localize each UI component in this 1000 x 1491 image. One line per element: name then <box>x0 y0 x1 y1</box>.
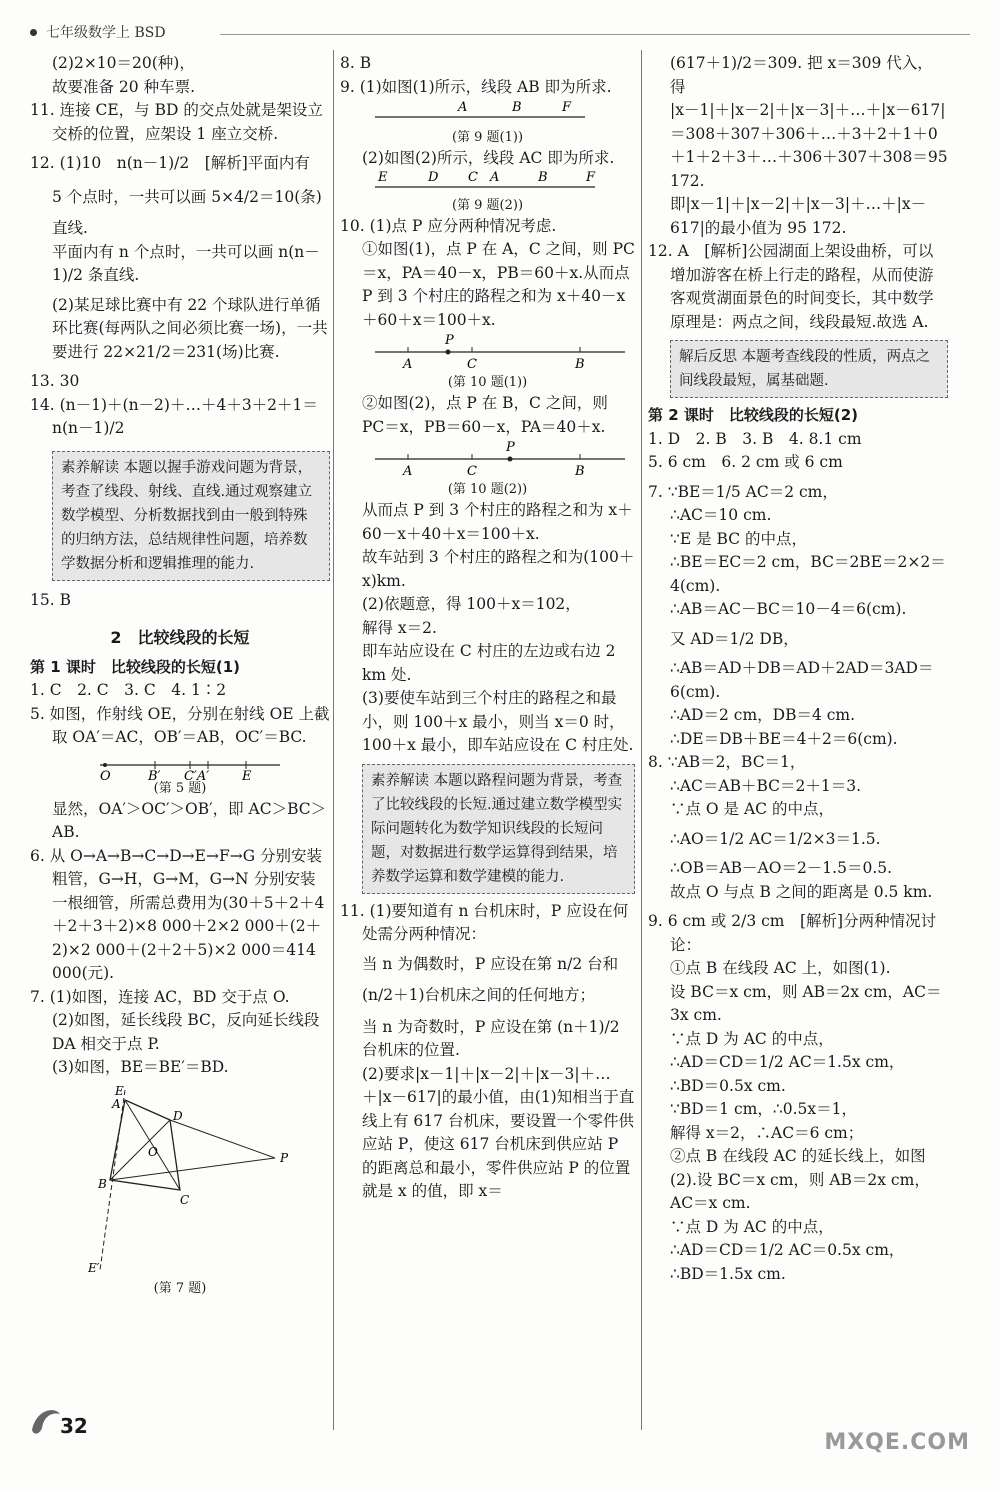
svg-text:E: E <box>242 768 252 780</box>
svg-text:B: B <box>512 100 522 115</box>
text-line: (2)某足球比赛中有 22 个球队进行单循环比赛(每两队之间必须比赛一场)，一共要进行 22×21/2＝231(场)比赛. <box>52 295 328 361</box>
text-line: (2)2×10＝20(种)， <box>52 54 195 72</box>
svg-text:B: B <box>575 464 585 479</box>
text-line: (3)如图，BE＝BE′＝BD. <box>52 1058 229 1076</box>
text-line: ②点 B 在线段 AC 的延长线上，如图(2).设 BC＝x cm，则 AB＝2x cm，AC＝x cm. <box>670 1147 930 1212</box>
text-line: ∴AD＝CD＝1/2 AC＝1.5x cm， <box>670 1053 905 1071</box>
svg-text:F: F <box>562 100 572 115</box>
svg-text:D: D <box>173 1108 183 1123</box>
text-line: 又 AD＝1/2 DB， <box>670 629 799 648</box>
lesson-heading: 第 1 课时 比较线段的长短(1) <box>30 657 241 676</box>
text-line: ∴AD＝2 cm，DB＝4 cm. <box>670 706 856 724</box>
answer-12: 12. (1)10 n(n－1)/2 [解析]平面内有 <box>30 154 310 172</box>
figure-10-1 <box>340 332 635 374</box>
answer-6: 6. 从 O→A→B→C→D→E→F→G 分别安装粗管，G→H，G→M，G→N 分别安装一根细管，所需总费用为(30＋5＋2＋4＋2＋3＋2)×8 000＋2×2 000＋(2＋2)×2 000＋(2＋2＋5)×2 000＝414 000(元). <box>30 846 325 982</box>
answer-5: 5. 如图，作射线 OE，分别在射线 OE 上截取 OA′＝AC，OB′＝AB，OC′＝BC. <box>30 704 330 746</box>
text-line: 故点 O 与点 B 之间的距离是 0.5 km. <box>670 882 933 901</box>
answers-1-4: 1. C 2. C 3. C 4. 1∶2 <box>30 681 227 699</box>
text-line: ∴AC＝AB＋BC＝2＋1＝3. <box>670 776 862 795</box>
text-line: (2)如图，延长线段 BC，反向延长线段 DA 相交于点 P. <box>52 1011 320 1053</box>
svg-text:A: A <box>403 464 413 479</box>
text-line: 从而点 P 到 3 个村庄的路程之和为 x＋60－x＋40＋x＝100＋x. <box>362 501 633 543</box>
text-line: 5 个点时，一共可以画 5×4/2＝10(条) <box>52 187 322 206</box>
header-title: 七年级数学上 BSD <box>46 25 166 41</box>
text-line: ∴DE＝DB＋BE＝4＋2＝6(cm). <box>670 729 898 748</box>
answers-1-4: 1. D 2. B 3. B 4. 8.1 cm <box>648 429 862 448</box>
svg-text:B: B <box>538 170 548 185</box>
svg-text:E: E <box>115 1083 124 1098</box>
svg-text:B′: B′ <box>148 768 161 780</box>
svg-text:A: A <box>458 100 468 115</box>
text-line: ∴OB＝AB－AO＝2－1.5＝0.5. <box>670 859 893 877</box>
text-line: 解得 x＝2，∴AC＝6 cm； <box>670 1123 864 1142</box>
column-divider <box>333 50 334 1430</box>
header-rule <box>220 34 970 35</box>
svg-text:C: C <box>467 464 477 479</box>
answer-13: 13. 30 <box>30 372 80 390</box>
text-line: ②如图(2)，点 P 在 B，C 之间，则 PC＝x，PB＝60－x，PA＝40＋x. <box>362 394 608 436</box>
text-line: (2)如图(2)所示，线段 AC 即为所求. <box>362 149 615 167</box>
literacy-box: 素养解读 本题以路程问题为背景，考查了比较线段的长短.通过建立数学模型实际问题转化为数学知识线段的长短问题，对数据进行数学运算得到结果，培养数学运算和数学建模的能力. <box>362 764 635 894</box>
literacy-box: 素养解读 本题以握手游戏问题为背景，考查了线段、射线、直线.通过观察建立数学模型、分析数据找到由一般到特殊的归纳方法，总结规律性问题，培养数学数据分析和逻辑推理的能力. <box>52 451 330 581</box>
answer-11: 11. (1)要知道有 n 台机床时，P 应设在何处需分两种情况： <box>340 901 629 943</box>
answer-9: 9. 6 cm 或 2/3 cm [解析]分两种情况讨论： <box>648 912 937 954</box>
text-line: (3)要使车站到三个村庄的路程之和最小，则 100＋x 最小，则当 x＝0 时，100＋x 最小，即车站应设在 C 村庄处. <box>362 689 634 754</box>
svg-text:O: O <box>148 1144 158 1159</box>
svg-text:C: C <box>468 170 478 185</box>
text-line: |x－1|＋|x－2|＋|x－3|＋…＋|x－617|＝308＋307＋306＋…＋3＋2＋1＋0＋1＋2＋3＋…＋306＋307＋308＝95 172. <box>670 101 948 190</box>
page-number: 32 <box>60 1414 88 1438</box>
figure-caption: (第 7 题) <box>153 1280 207 1296</box>
text-line: 显然，OA′＞OC′＞OB′，即 AC＞BC＞AB. <box>52 799 327 841</box>
text-line: ∴AC＝10 cm. <box>670 506 772 524</box>
figure-caption: (第 10 题(2)) <box>447 482 528 497</box>
svg-text:P: P <box>506 440 515 455</box>
figure-9-1 <box>340 99 635 129</box>
text-line: ∵点 O 是 AC 的中点， <box>670 800 834 818</box>
text-line: 即|x－1|＋|x－2|＋|x－3|＋…＋|x－617|的最小值为 95 172. <box>670 195 927 237</box>
text-line: ∴BD＝1.5x cm. <box>670 1264 786 1283</box>
page-header <box>30 22 970 42</box>
figure-caption: (第 9 题(2)) <box>451 197 524 213</box>
text-line: ∴AO＝1/2 AC＝1/2×3＝1.5. <box>670 829 881 848</box>
text-line: (2)依题意，得 100＋x＝102， <box>362 595 581 613</box>
text-line: ∴AD＝CD＝1/2 AC＝0.5x cm， <box>670 1241 905 1259</box>
figure-10-2 <box>340 439 635 481</box>
text-line: (n/2＋1)台机床之间的任何地方； <box>362 986 596 1004</box>
answer-12: 12. A [解析]公园湖面上架设曲桥，可以增加游客在桥上行走的路程，从而使游客观赏湖面景色的时间变长，其中数学原理是：两点之间，线段最短.故选 A. <box>648 242 934 331</box>
answer-8: 8. ∵AB＝2，BC＝1， <box>648 753 806 771</box>
text-line: ∵点 D 为 AC 的中点， <box>670 1217 834 1236</box>
section-heading: 2 比较线段的长短 <box>110 628 250 647</box>
column-2 <box>340 52 635 1204</box>
watermark: MXQE.COM <box>824 1430 970 1455</box>
figure-caption: (第 10 题(1)) <box>447 375 528 390</box>
svg-text:C: C <box>180 1192 190 1207</box>
figure-caption: (第 5 题) <box>153 780 207 796</box>
page-number-badge <box>28 1400 88 1440</box>
svg-text:A: A <box>490 170 500 185</box>
answer-8: 8. B <box>340 54 372 72</box>
figure-7-quadrilateral <box>30 1080 330 1280</box>
text-line: 故车站到 3 个村庄的路程之和为(100＋x)km. <box>362 548 635 590</box>
figure-5-ray <box>30 750 330 780</box>
svg-text:C: C <box>467 357 477 372</box>
text-line: 平面内有 n 个点时，一共可以画 n(n－1)/2 条直线. <box>52 242 320 284</box>
svg-text:P: P <box>280 1150 289 1165</box>
text-line: ∴AB＝AC－BC＝10－4＝6(cm). <box>670 600 907 618</box>
text-line: 设 BC＝x cm，则 AB＝2x cm，AC＝3x cm. <box>670 982 942 1024</box>
figure-caption: (第 9 题(1)) <box>451 130 524 145</box>
text-line: ∵点 D 为 AC 的中点， <box>670 1029 834 1048</box>
svg-text:D: D <box>428 170 439 185</box>
text-line: 故要准备 20 种车票. <box>52 77 196 96</box>
answers-5-6: 5. 6 cm 6. 2 cm 或 6 cm <box>648 453 843 471</box>
reflection-box: 解后反思 本题考查线段的性质，两点之间线段最短，属基础题. <box>670 340 948 398</box>
answer-15: 15. B <box>30 590 71 609</box>
svg-text:C′A′: C′A′ <box>184 768 210 780</box>
dolphin-logo-icon <box>28 1400 62 1440</box>
text-line: ①如图(1)，点 P 在 A，C 之间，则 PC＝x，PA＝40－x，PB＝60＋x.从而点 P 到 3 个村庄的路程之和为 x＋40－x＋60＋x＝100＋x. <box>362 240 635 329</box>
text-line: ∵BD＝1 cm，∴0.5x＝1， <box>670 1100 857 1118</box>
svg-text:A: A <box>112 1096 121 1111</box>
answer-10: 10. (1)点 P 应分两种情况考虑. <box>340 216 557 235</box>
text-line: 即车站应设在 C 村庄的左边或右边 2 km 处. <box>362 642 616 684</box>
answer-7: 7. (1)如图，连接 AC，BD 交于点 O. <box>30 987 290 1006</box>
svg-text:F: F <box>586 170 596 185</box>
text-line: ∴BD＝0.5x cm. <box>670 1076 786 1095</box>
text-line: 直线. <box>52 219 88 237</box>
answer-11: 11. 连接 CE，与 BD 的交点处就是架设立交桥的位置，应架设 1 座立交桥. <box>30 101 323 143</box>
svg-text:E: E <box>378 170 388 185</box>
header-bullet <box>30 29 37 36</box>
text-line: ①点 B 在线段 AC 上，如图(1). <box>670 959 891 977</box>
svg-text:E′: E′ <box>88 1260 100 1275</box>
text-line: 当 n 为奇数时，P 应设在第 (n＋1)/2 台机床的位置. <box>362 1017 620 1059</box>
text-line: ∴BE＝EC＝2 cm，BC＝2BE＝2×2＝4(cm). <box>670 553 946 595</box>
svg-text:A: A <box>403 357 413 372</box>
answer-14: 14. (n－1)＋(n－2)＋…＋4＋3＋2＋1＝n(n－1)/2 <box>30 395 318 437</box>
text-line: (2)要求|x－1|＋|x－2|＋|x－3|＋…＋|x－617|的最小值，由(1)知相当于直线上有 617 台机床，要设置一个零件供应站 P，使这 617 台机床到供应站 P 的距离总和最小，零件供应站 P 的位置就是 x 的值，即 x＝ <box>362 1064 635 1200</box>
text-line: ∴AB＝AD＋DB＝AD＋2AD＝3AD＝6(cm). <box>670 659 934 701</box>
column-1 <box>30 52 330 1298</box>
figure-9-2 <box>340 171 635 197</box>
answer-7: 7. ∵BE＝1/5 AC＝2 cm， <box>648 482 838 501</box>
column-divider <box>641 50 642 1430</box>
text-line: 当 n 为偶数时，P 应设在第 n/2 台和 <box>362 954 619 973</box>
svg-text:B: B <box>575 357 585 372</box>
svg-text:B: B <box>98 1176 107 1191</box>
column-3 <box>648 52 948 1286</box>
svg-text:P: P <box>445 333 454 348</box>
text-line: 解得 x＝2. <box>362 618 437 637</box>
text-line: (617＋1)/2＝309. 把 x＝309 代入，得 <box>670 54 933 96</box>
svg-text:O: O <box>100 768 111 780</box>
text-line: ∵E 是 BC 的中点， <box>670 529 807 548</box>
lesson-heading: 第 2 课时 比较线段的长短(2) <box>648 406 859 424</box>
answer-9: 9. (1)如图(1)所示，线段 AB 即为所求. <box>340 77 612 96</box>
